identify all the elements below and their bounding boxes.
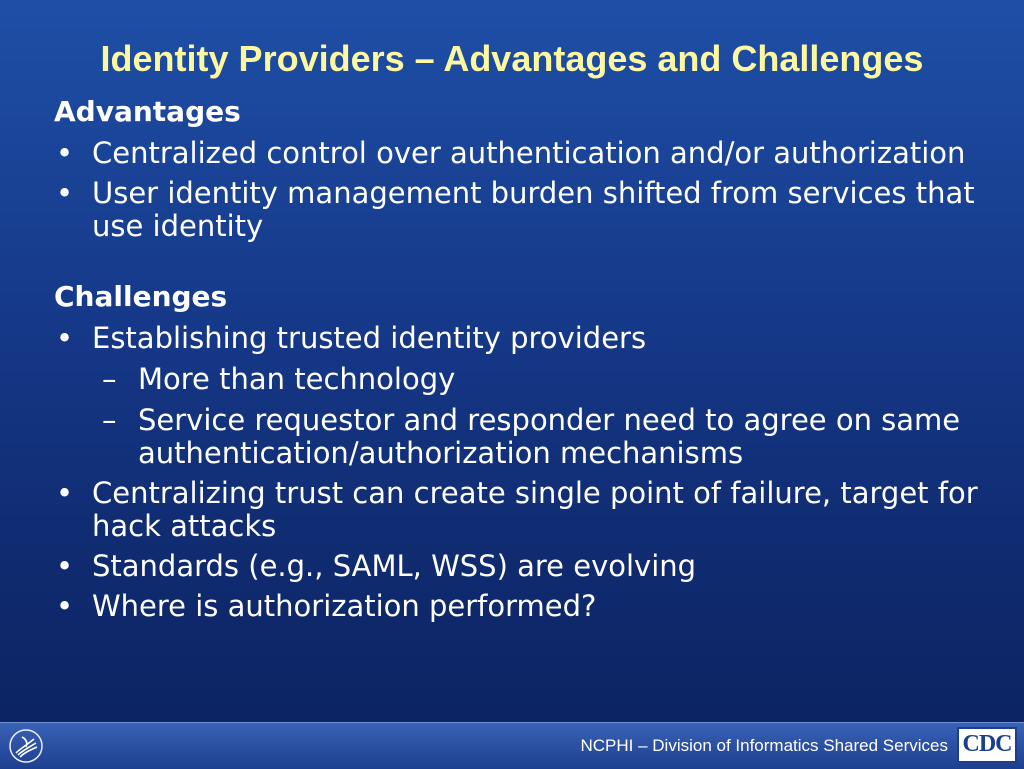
- advantage-text: User identity management burden shifted from services that use identity: [92, 176, 975, 243]
- bullet-marker: •: [56, 176, 74, 210]
- challenge-subitem: [54, 363, 994, 396]
- bullet-marker: •: [56, 476, 74, 510]
- bullet-marker: •: [56, 136, 74, 170]
- advantages-heading: Advantages: [54, 95, 241, 128]
- challenge-item: [54, 477, 994, 543]
- challenge-text: Establishing trusted identity providers: [92, 321, 647, 355]
- challenge-text: Centralizing trust can create single point of failure, target for hack attacks: [92, 476, 978, 543]
- cdc-logo-text: CDC: [962, 731, 1012, 757]
- challenge-text: Standards (e.g., SAML, WSS) are evolving: [92, 549, 697, 583]
- challenge-subitem-text: Service requestor and responder need to agree on same authentication/authorization mechanisms: [138, 403, 961, 470]
- footer-text: NCPHI – Division of Informatics Shared Services: [580, 736, 948, 755]
- challenge-item: [54, 550, 994, 583]
- bullet-marker: •: [56, 549, 74, 583]
- footer-bar: [0, 722, 1024, 769]
- advantage-item: [54, 137, 994, 170]
- dash-marker: –: [102, 362, 117, 396]
- challenge-item: [54, 322, 994, 355]
- challenge-subitem-text: More than technology: [138, 362, 456, 396]
- hhs-eagle-icon: [6, 727, 46, 769]
- advantage-item: [54, 177, 994, 243]
- challenge-subitem: [54, 404, 994, 470]
- advantage-text: Centralized control over authentication and/or authorization: [92, 136, 966, 170]
- challenge-text: Where is authorization performed?: [92, 589, 597, 623]
- bullet-marker: •: [56, 321, 74, 355]
- challenges-heading: Challenges: [54, 280, 228, 313]
- challenge-item: [54, 590, 994, 623]
- dash-marker: –: [102, 403, 117, 437]
- slide-title: Identity Providers – Advantages and Challenges: [100, 38, 924, 79]
- slide-body: [54, 94, 994, 623]
- section-spacer: [54, 243, 994, 279]
- cdc-logo: [957, 727, 1017, 763]
- bullet-marker: •: [56, 589, 74, 623]
